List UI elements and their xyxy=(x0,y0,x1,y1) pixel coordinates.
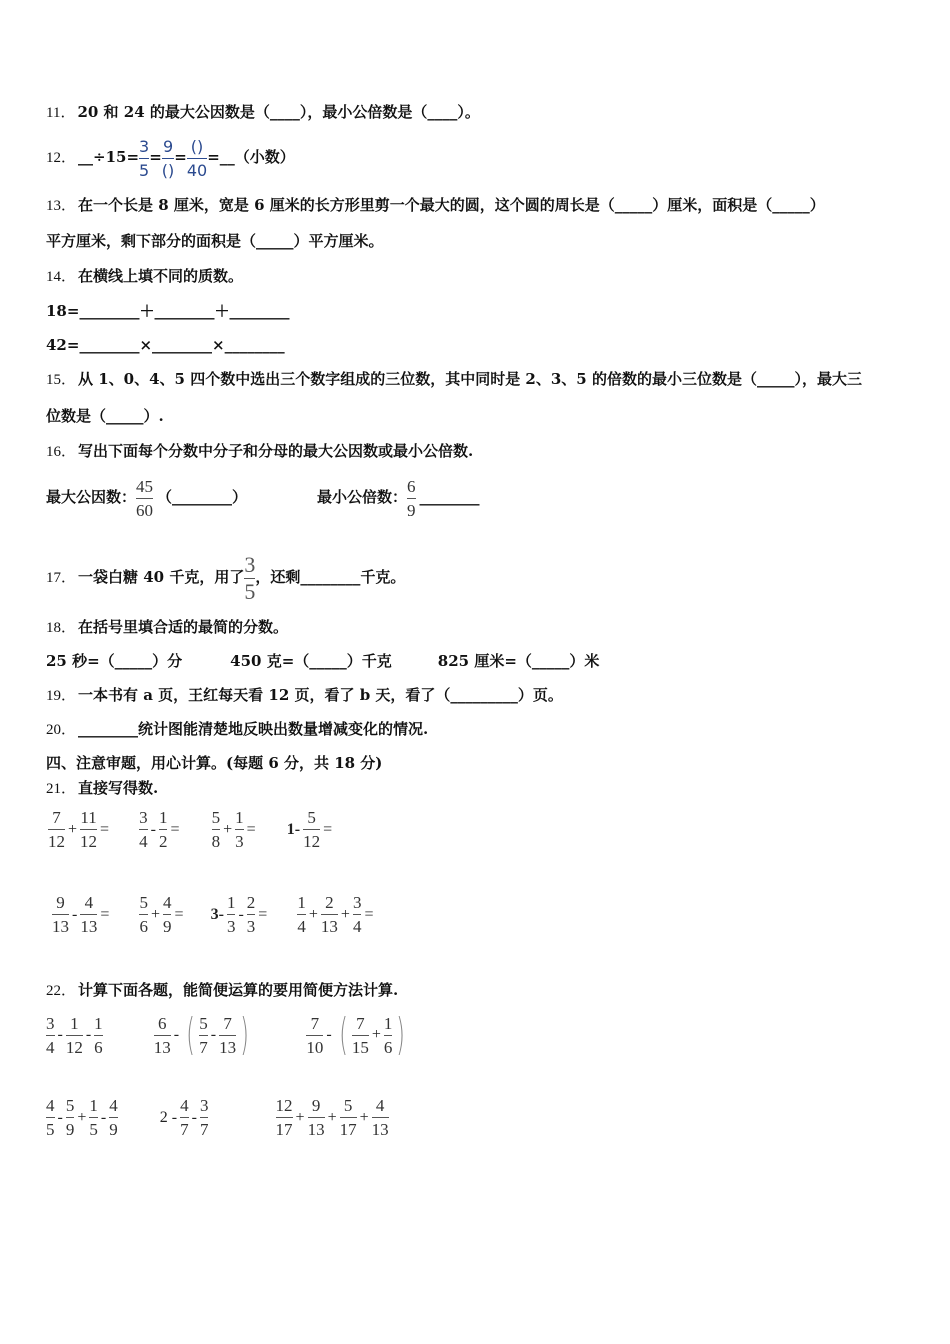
numerator: 1 xyxy=(94,1013,103,1033)
numerator: 4 xyxy=(375,1096,385,1115)
denominator: 10 xyxy=(306,1037,324,1057)
question-18 xyxy=(46,617,288,638)
question-text: 写出下面每个分数中分子和分母的最大公因数或最小公倍数. xyxy=(78,442,474,460)
numerator: 1 xyxy=(235,808,244,827)
numerator: 6 xyxy=(407,476,416,496)
fraction xyxy=(180,1096,189,1139)
fraction xyxy=(200,1096,209,1139)
expression xyxy=(139,808,182,851)
numerator: 3 xyxy=(46,1013,55,1033)
question-14-line2: 42=________×________×________ xyxy=(46,336,285,354)
denominator: 13 xyxy=(307,1120,325,1139)
denominator: 12 xyxy=(80,832,98,851)
question-22 xyxy=(46,980,398,1001)
denominator: 7 xyxy=(199,1120,209,1139)
question-text-line1: 从 1、0、4、5 四个数中选出三个数字组成的三位数，其中同时是 2、3、5 的倍数的最小三位数是（_____），最大三 xyxy=(78,370,862,388)
fraction xyxy=(94,1014,103,1057)
equals-sign: = xyxy=(174,148,187,166)
denominator: 17 xyxy=(275,1120,293,1139)
expression xyxy=(306,1009,409,1060)
denominator: 5 xyxy=(89,1120,98,1139)
denominator: 5 xyxy=(46,1120,55,1139)
question-18-items xyxy=(46,651,599,671)
fraction xyxy=(247,893,256,936)
question-14 xyxy=(46,266,243,287)
question-13 xyxy=(46,195,825,216)
numerator: 7 xyxy=(52,808,61,827)
operator: + xyxy=(371,1026,381,1043)
numerator: 6 xyxy=(158,1013,167,1033)
item-b: 450 克=（_____）千克 xyxy=(230,652,392,670)
numerator: 9 xyxy=(311,1096,321,1115)
numerator: 5 xyxy=(343,1096,353,1115)
numerator: 2 xyxy=(325,893,334,912)
question-number: 21． xyxy=(46,781,77,797)
fraction xyxy=(187,137,207,180)
equals-sign: = xyxy=(100,905,110,923)
numerator: 9 xyxy=(162,136,174,156)
question-11 xyxy=(46,102,480,123)
fraction xyxy=(52,893,69,936)
question-15-line2: 位数是（_____）. xyxy=(46,407,164,425)
equals-sign: = xyxy=(170,820,180,838)
fraction xyxy=(48,808,65,851)
denominator: 9 xyxy=(407,500,416,520)
denominator: 13 xyxy=(52,917,69,936)
question-12 xyxy=(46,132,295,183)
operator: - xyxy=(100,1108,107,1126)
denominator: 6 xyxy=(383,1037,393,1057)
fraction xyxy=(46,1096,55,1139)
question-text: 在横线上填不同的质数。 xyxy=(78,267,244,285)
fraction xyxy=(353,893,362,936)
denominator: 13 xyxy=(80,917,98,936)
operator: + xyxy=(359,1108,369,1126)
expression xyxy=(208,893,271,936)
operator: - xyxy=(238,905,244,923)
denominator: 7 xyxy=(199,1037,208,1057)
fraction xyxy=(303,808,320,851)
fraction xyxy=(219,1014,236,1057)
numerator: 1 xyxy=(158,808,168,827)
prefix: 1- xyxy=(286,820,301,838)
question-text-line1: 在一个长是 8 厘米，宽是 6 厘米的长方形里剪一个最大的圆，这个圆的周长是（_____）厘米，面积是（_____） xyxy=(78,196,825,214)
question-text: 计算下面各题，能简便运算的要用简便方法计算. xyxy=(78,981,399,999)
numerator: 1 xyxy=(89,1096,98,1115)
fraction xyxy=(80,893,97,936)
question-14-line1: 18=________＋________＋________ xyxy=(46,302,290,320)
numerator: 1 xyxy=(383,1013,393,1033)
question-prefix: 一袋白糖 40 千克，用了 xyxy=(78,568,245,586)
denominator: 9 xyxy=(162,917,172,936)
denominator: 12 xyxy=(48,832,65,851)
question-number: 18． xyxy=(46,620,77,636)
numerator: 5 xyxy=(307,808,316,827)
operator: + xyxy=(77,1108,87,1126)
denominator: 13 xyxy=(153,1037,171,1057)
numerator: 7 xyxy=(356,1013,365,1033)
numerator: 3 xyxy=(199,1096,209,1115)
denominator: 12 xyxy=(303,832,321,851)
denominator: 13 xyxy=(219,1037,237,1057)
fraction xyxy=(159,808,168,851)
question-number: 19． xyxy=(46,688,77,704)
question-19 xyxy=(46,685,563,706)
question-16 xyxy=(46,441,473,462)
denominator: 9 xyxy=(109,1120,118,1139)
numerator: 4 xyxy=(46,1096,55,1115)
denominator: 4 xyxy=(352,917,362,936)
numerator: 5 xyxy=(211,808,221,827)
fraction xyxy=(199,1014,208,1057)
expression xyxy=(52,893,112,936)
fraction xyxy=(66,1014,83,1057)
fraction xyxy=(276,1096,293,1139)
fraction xyxy=(136,477,153,520)
question-suffix: =__（小数） xyxy=(207,148,295,166)
expression xyxy=(139,893,186,936)
question-17 xyxy=(46,552,405,603)
denominator: 60 xyxy=(136,500,154,520)
item-c: 825 厘米=（_____）米 xyxy=(437,652,600,670)
expression xyxy=(212,808,259,851)
numerator: 5 xyxy=(65,1096,75,1115)
numerator: 1 xyxy=(70,1013,79,1033)
fraction xyxy=(297,893,306,936)
question-prefix: __÷15= xyxy=(78,148,140,166)
numerator: 12 xyxy=(275,1096,293,1115)
question-13-line2: 平方厘米，剩下部分的面积是（_____）平方厘米。 xyxy=(46,232,384,250)
operator: + xyxy=(327,1108,337,1126)
equals-sign: = xyxy=(149,148,162,166)
fraction xyxy=(154,1014,171,1057)
question-number: 20． xyxy=(46,722,77,738)
expression xyxy=(276,1096,389,1139)
q22-row2 xyxy=(46,1096,389,1139)
fraction xyxy=(352,1014,369,1057)
denominator: 17 xyxy=(339,1120,357,1139)
numerator: 45 xyxy=(136,476,154,496)
operator: - xyxy=(57,1108,63,1126)
gcd-blank: （________） xyxy=(157,488,248,506)
numerator: 4 xyxy=(109,1096,118,1115)
expression xyxy=(297,893,376,936)
denominator: 3 xyxy=(246,917,256,936)
equals-sign: = xyxy=(364,905,374,923)
question-number: 16． xyxy=(46,444,77,460)
right-paren: ) xyxy=(240,1009,249,1060)
q22-row1 xyxy=(46,1009,410,1060)
operator: - xyxy=(57,1026,63,1043)
right-paren: ) xyxy=(396,1009,406,1060)
section-title: 四、注意审题，用心计算。(每题 6 分，共 18 分) xyxy=(46,754,383,772)
numerator: 3 xyxy=(139,136,150,156)
numerator: 4 xyxy=(180,1096,189,1115)
operator: - xyxy=(173,1026,180,1043)
denominator: 4 xyxy=(139,832,148,851)
operator: - xyxy=(191,1108,197,1126)
denominator: 8 xyxy=(211,832,221,851)
question-number: 13． xyxy=(46,198,77,214)
fraction xyxy=(308,1096,325,1139)
numerator: 7 xyxy=(223,1013,232,1033)
equals-sign: = xyxy=(246,820,256,838)
expression xyxy=(284,808,335,851)
numerator: () xyxy=(190,136,204,156)
question-number: 14． xyxy=(46,269,77,285)
fraction xyxy=(384,1014,393,1057)
numerator: 1 xyxy=(297,893,306,912)
denominator: 5 xyxy=(139,160,150,180)
expression xyxy=(157,1096,209,1139)
denominator: 7 xyxy=(180,1120,189,1139)
denominator: 9 xyxy=(65,1120,75,1139)
numerator: 9 xyxy=(56,893,65,912)
question-number: 22． xyxy=(46,983,77,999)
expression xyxy=(46,1096,118,1139)
expression xyxy=(48,808,112,851)
expression xyxy=(153,1009,254,1060)
equals-sign: = xyxy=(174,905,184,923)
fraction xyxy=(227,893,236,936)
item-a: 25 秒=（_____）分 xyxy=(46,652,183,670)
denominator: 4 xyxy=(46,1037,55,1057)
question-20 xyxy=(46,719,428,740)
operator: - xyxy=(85,1026,92,1043)
numerator: 7 xyxy=(310,1013,320,1033)
question-text: 一本书有 a 页，王红每天看 12 页，看了 b 天，看了（_________）页。 xyxy=(78,686,563,704)
numerator: 5 xyxy=(139,893,148,912)
denominator: 3 xyxy=(235,832,244,851)
question-text: ________统计图能清楚地反映出数量增减变化的情况. xyxy=(78,720,429,738)
denominator: 2 xyxy=(158,832,168,851)
numerator: 5 xyxy=(199,1013,208,1033)
operator: - xyxy=(150,820,156,838)
question-suffix: ，还剩________千克。 xyxy=(255,568,406,586)
fraction xyxy=(162,137,174,180)
numerator: 4 xyxy=(84,893,94,912)
left-paren: ( xyxy=(186,1009,195,1060)
numerator: 11 xyxy=(80,808,97,827)
numerator: 3 xyxy=(244,551,256,577)
fraction xyxy=(306,1014,323,1057)
expression xyxy=(46,1014,103,1057)
denominator: 12 xyxy=(65,1037,83,1057)
denominator: 40 xyxy=(186,160,208,180)
q21-row2 xyxy=(52,893,376,936)
fraction xyxy=(109,1096,118,1139)
denominator: 5 xyxy=(244,578,256,604)
question-number: 11． xyxy=(46,105,76,121)
left-paren: ( xyxy=(338,1009,348,1060)
fraction xyxy=(235,808,244,851)
question-15 xyxy=(46,369,862,390)
equals-sign: = xyxy=(100,820,110,838)
fraction xyxy=(407,477,416,520)
numerator: 2 xyxy=(246,893,256,912)
fraction xyxy=(340,1096,357,1139)
numerator: 1 xyxy=(226,893,236,912)
question-21 xyxy=(46,778,158,799)
denominator: 13 xyxy=(371,1120,389,1139)
question-number: 17． xyxy=(46,570,77,586)
question-text: 20 和 24 的最大公因数是（____），最小公倍数是（____）。 xyxy=(77,103,480,121)
operator: + xyxy=(68,820,78,838)
operator: - xyxy=(326,1026,332,1043)
fraction xyxy=(139,808,148,851)
fraction xyxy=(80,808,97,851)
operator: + xyxy=(223,820,233,838)
numerator: 4 xyxy=(162,893,172,912)
fraction xyxy=(244,551,256,604)
numerator: 3 xyxy=(352,893,362,912)
lcm-label: 最小公倍数： xyxy=(317,488,408,506)
denominator: 6 xyxy=(94,1037,103,1057)
gcd-label: 最大公因数： xyxy=(46,488,137,506)
numerator: 3 xyxy=(139,808,148,827)
prefix: 2 - xyxy=(159,1108,178,1126)
operator: - xyxy=(72,905,78,923)
question-number: 15． xyxy=(46,372,77,388)
question-text: 直接写得数. xyxy=(78,779,159,797)
fraction xyxy=(139,137,149,180)
prefix: 3- xyxy=(210,905,224,923)
fraction xyxy=(372,1096,389,1139)
question-number: 12． xyxy=(46,150,77,166)
equals-sign: = xyxy=(258,905,268,923)
operator: + xyxy=(308,905,318,923)
lcm-blank: ________ xyxy=(419,488,480,506)
fraction xyxy=(321,893,338,936)
fraction xyxy=(139,893,148,936)
denominator: 13 xyxy=(320,917,338,936)
equals-sign: = xyxy=(323,820,333,838)
operator: - xyxy=(210,1026,217,1043)
fraction xyxy=(163,893,172,936)
operator: + xyxy=(340,905,350,923)
denominator: () xyxy=(161,160,175,180)
fraction xyxy=(212,808,221,851)
fraction xyxy=(89,1096,98,1139)
denominator: 3 xyxy=(226,917,236,936)
fraction xyxy=(46,1014,55,1057)
operator: + xyxy=(295,1108,305,1126)
question-text: 在括号里填合适的最简的分数。 xyxy=(78,618,289,636)
denominator: 4 xyxy=(297,917,306,936)
q21-row1 xyxy=(48,808,335,851)
fraction xyxy=(66,1096,75,1139)
denominator: 15 xyxy=(351,1037,369,1057)
question-16-answers xyxy=(46,474,480,520)
denominator: 6 xyxy=(139,917,148,936)
operator: + xyxy=(150,905,160,923)
